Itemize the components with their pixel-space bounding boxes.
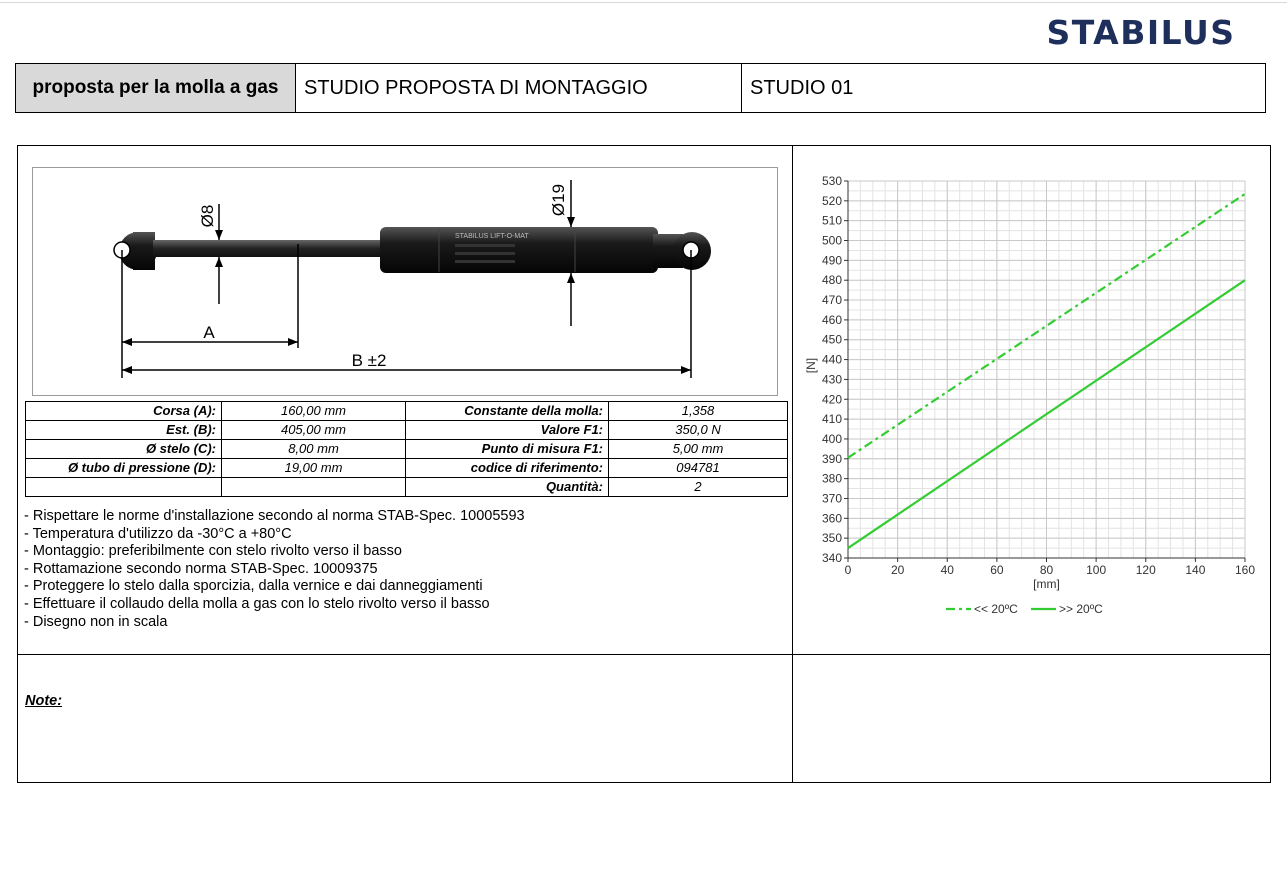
list-item: - Montaggio: preferibilmente con stelo rivolto verso il basso xyxy=(24,543,402,560)
x-tick-label: 100 xyxy=(1086,563,1107,577)
product-title: proposta per la molla a gas xyxy=(16,64,296,112)
spec-value: 1,358 xyxy=(609,402,788,421)
study-id: STUDIO 01 xyxy=(750,76,854,99)
spec-label: Est. (B): xyxy=(26,421,222,440)
spec-table xyxy=(25,401,788,497)
spec-value: 094781 xyxy=(609,459,788,478)
top-border-line xyxy=(0,2,1287,3)
table-row xyxy=(26,478,788,497)
y-axis-label: [N] xyxy=(804,357,818,374)
table-row xyxy=(26,459,788,478)
spec-label: Punto di misura F1: xyxy=(406,440,609,459)
list-item: - Rispettare le norme d'installazione secondo al norma STAB-Spec. 10005593 xyxy=(24,508,525,524)
spec-value: 350,0 N xyxy=(609,421,788,440)
spec-value: 405,00 mm xyxy=(222,421,406,440)
y-tick-label: 370 xyxy=(821,491,842,506)
list-item: - Proteggere lo stelo dalla sporcizia, dalla vernice e dai danneggiamenti xyxy=(24,578,483,595)
y-tick-label: 470 xyxy=(821,293,842,308)
x-tick-label: 0 xyxy=(844,563,852,577)
main-panel xyxy=(17,145,1271,783)
spec-value: 160,00 mm xyxy=(222,402,406,421)
dim-tube-label: Ø19 xyxy=(549,183,568,217)
x-tick-label: 80 xyxy=(1039,563,1054,577)
spec-label: Valore F1: xyxy=(406,421,609,440)
force-chart xyxy=(803,166,1273,626)
y-tick-label: 450 xyxy=(821,332,842,347)
instructions-list xyxy=(24,508,525,631)
spec-label: Ø stelo (C): xyxy=(26,440,222,459)
spec-label: Constante della molla: xyxy=(406,402,609,421)
spec-value: 8,00 mm xyxy=(222,440,406,459)
dim-a-label: A xyxy=(203,323,215,342)
y-tick-label: 490 xyxy=(821,253,842,268)
gas-spring-drawing xyxy=(32,167,778,396)
table-row xyxy=(26,440,788,459)
list-item: - Effettuare il collaudo della molla a gas con lo stelo rivolto verso il basso xyxy=(24,595,490,612)
horizontal-divider xyxy=(18,654,1271,655)
left-eyelet xyxy=(114,232,157,270)
spec-value: 19,00 mm xyxy=(222,459,406,478)
vertical-divider xyxy=(792,146,793,783)
x-tick-label: 140 xyxy=(1185,563,1206,577)
study-title: STUDIO PROPOSTA DI MONTAGGIO xyxy=(296,64,742,112)
y-tick-label: 410 xyxy=(821,412,842,427)
list-item: - Disegno non in scala xyxy=(24,613,168,630)
y-tick-label: 400 xyxy=(821,431,842,446)
right-eyelet xyxy=(653,232,711,270)
dim-b-label: B ±2 xyxy=(351,351,387,370)
spec-value: 2 xyxy=(609,478,788,497)
spec-label: codice di riferimento: xyxy=(406,459,609,478)
pressure-tube xyxy=(380,227,658,273)
spec-value xyxy=(222,478,406,497)
y-tick-label: 530 xyxy=(821,174,842,188)
x-tick-label: 40 xyxy=(940,563,954,577)
y-tick-label: 460 xyxy=(821,312,842,327)
y-tick-label: 380 xyxy=(821,471,842,486)
y-tick-label: 340 xyxy=(821,551,842,565)
gas-spring-svg xyxy=(33,168,777,395)
table-row xyxy=(26,402,788,421)
stabilus-logo xyxy=(1016,14,1266,50)
y-tick-label: 350 xyxy=(821,531,842,546)
spec-value: 5,00 mm xyxy=(609,440,788,459)
table-row xyxy=(26,421,788,440)
y-tick-label: 520 xyxy=(821,193,842,208)
y-tick-label: 390 xyxy=(821,451,842,466)
y-tick-label: 360 xyxy=(821,511,842,526)
x-tick-label: 160 xyxy=(1234,563,1256,577)
x-tick-label: 60 xyxy=(990,563,1004,577)
x-axis-label: [mm] xyxy=(1033,577,1060,591)
y-tick-label: 510 xyxy=(821,213,842,228)
x-tick-label: 120 xyxy=(1135,563,1156,577)
logo-text: STABILUS xyxy=(1046,14,1236,50)
legend-label: << 20ºC xyxy=(974,602,1018,616)
legend-label: >> 20ºC xyxy=(1059,602,1103,616)
dim-rod-label: Ø8 xyxy=(198,204,217,228)
svg-text:STABILUS LIFT-O-MAT: STABILUS LIFT-O-MAT xyxy=(455,233,529,240)
y-tick-label: 430 xyxy=(821,372,842,387)
y-tick-label: 480 xyxy=(821,273,842,288)
x-tick-label: 20 xyxy=(890,563,905,577)
list-item: - Temperatura d'utilizzo da -30°C a +80°C xyxy=(24,525,292,542)
spec-label: Ø tubo di pressione (D): xyxy=(26,459,222,478)
spec-label xyxy=(26,478,222,497)
y-tick-label: 500 xyxy=(821,233,842,248)
spec-label: Quantità: xyxy=(406,478,609,497)
notes-label: Note: xyxy=(25,693,63,709)
document-header xyxy=(15,63,1266,113)
list-item: - Rottamazione secondo norma STAB-Spec. 10009375 xyxy=(24,560,378,577)
spec-label: Corsa (A): xyxy=(26,402,222,421)
piston-rod xyxy=(153,240,383,257)
y-tick-label: 440 xyxy=(821,352,842,367)
y-tick-label: 420 xyxy=(821,392,842,407)
